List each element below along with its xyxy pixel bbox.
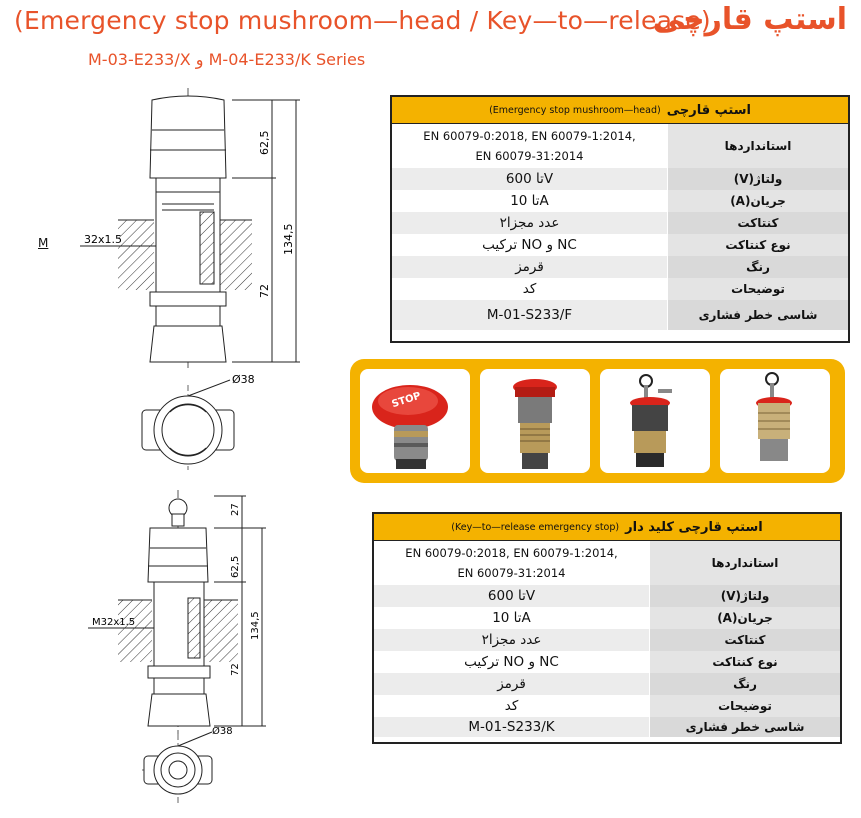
spec-table-key-release [372,512,842,744]
table-title-en: (Key—to—release emergency stop) [451,521,620,533]
table-row: تا 10A جریان(A) [374,607,840,629]
photo-stop-button-angle [360,369,470,473]
table-row: M-01-S233/F شاسی خطر فشاری [392,300,848,330]
bottom-dim-key: 27 [230,503,241,516]
bottom-dim-lower: 72 [230,663,241,676]
persian-title: استپ قارچی [652,2,847,37]
spec-table-mushroom [390,95,850,343]
table-row: EN 60079-0:2018, EN 60079-1:2014, EN 60079-31:2014 استانداردها [392,124,848,168]
table-title-fa: استپ قارچی کلید دار [625,519,763,535]
top-side-view [80,88,300,368]
technical-drawings [0,0,340,818]
photo-stop-button-side [480,369,590,473]
table-row: تا 10A جریان(A) [392,190,848,212]
bottom-plan-view [142,732,214,806]
series-subtitle: M-03-E233/X و M-04-E233/K Series [88,50,366,69]
m-label: M [38,236,49,250]
bottom-dim-total: 134,5 [250,611,261,640]
bottom-dim-upper: 62,5 [230,555,241,578]
table-row: تا 600V ولتاژ(V) [374,585,840,607]
bottom-side-view [88,490,266,740]
table-row: کد توضیحات [374,695,840,717]
top-dim-lower: 72 [258,284,271,298]
table-row: EN 60079-0:2018, EN 60079-1:2014, EN 60079-31:2014 استانداردها [374,541,840,585]
bottom-thread-label: M32x1.5 [92,617,136,628]
top-dim-total: 134,5 [282,223,295,255]
stop-label: STOP [390,390,423,411]
photo-key-release-angle [600,369,710,473]
table-row: M-01-S233/K شاسی خطر فشاری [374,717,840,737]
table-row: کد توضیحات [392,278,848,300]
table-row: ۲عدد مجزا کنتاکت [392,212,848,234]
english-title: (Emergency stop mushroom—head / Key—to—release) [14,6,711,35]
top-dim-upper: 62,5 [258,130,271,155]
top-dia-label: Ø38 [232,373,255,386]
table-row: تا 600V ولتاژ(V) [392,168,848,190]
table-row: ۲عدد مجزا کنتاکت [374,629,840,651]
table-row: ترکیب NO و NC نوع کنتاکت [374,651,840,673]
table-row: قرمز رنگ [374,673,840,695]
photo-key-release-top [720,369,830,473]
product-photo-gallery [350,359,845,483]
table-header [374,514,840,541]
table-title-fa: استپ قارچی [666,102,751,118]
bottom-dia-label: Ø38 [212,726,233,737]
table-row: ترکیب NO و NC نوع کنتاکت [392,234,848,256]
top-thread-label: 32x1.5 [84,233,123,246]
top-plan-view [142,380,234,470]
table-header [392,97,848,124]
table-row: قرمز رنگ [392,256,848,278]
table-title-en: (Emergency stop mushroom—head) [489,104,661,116]
